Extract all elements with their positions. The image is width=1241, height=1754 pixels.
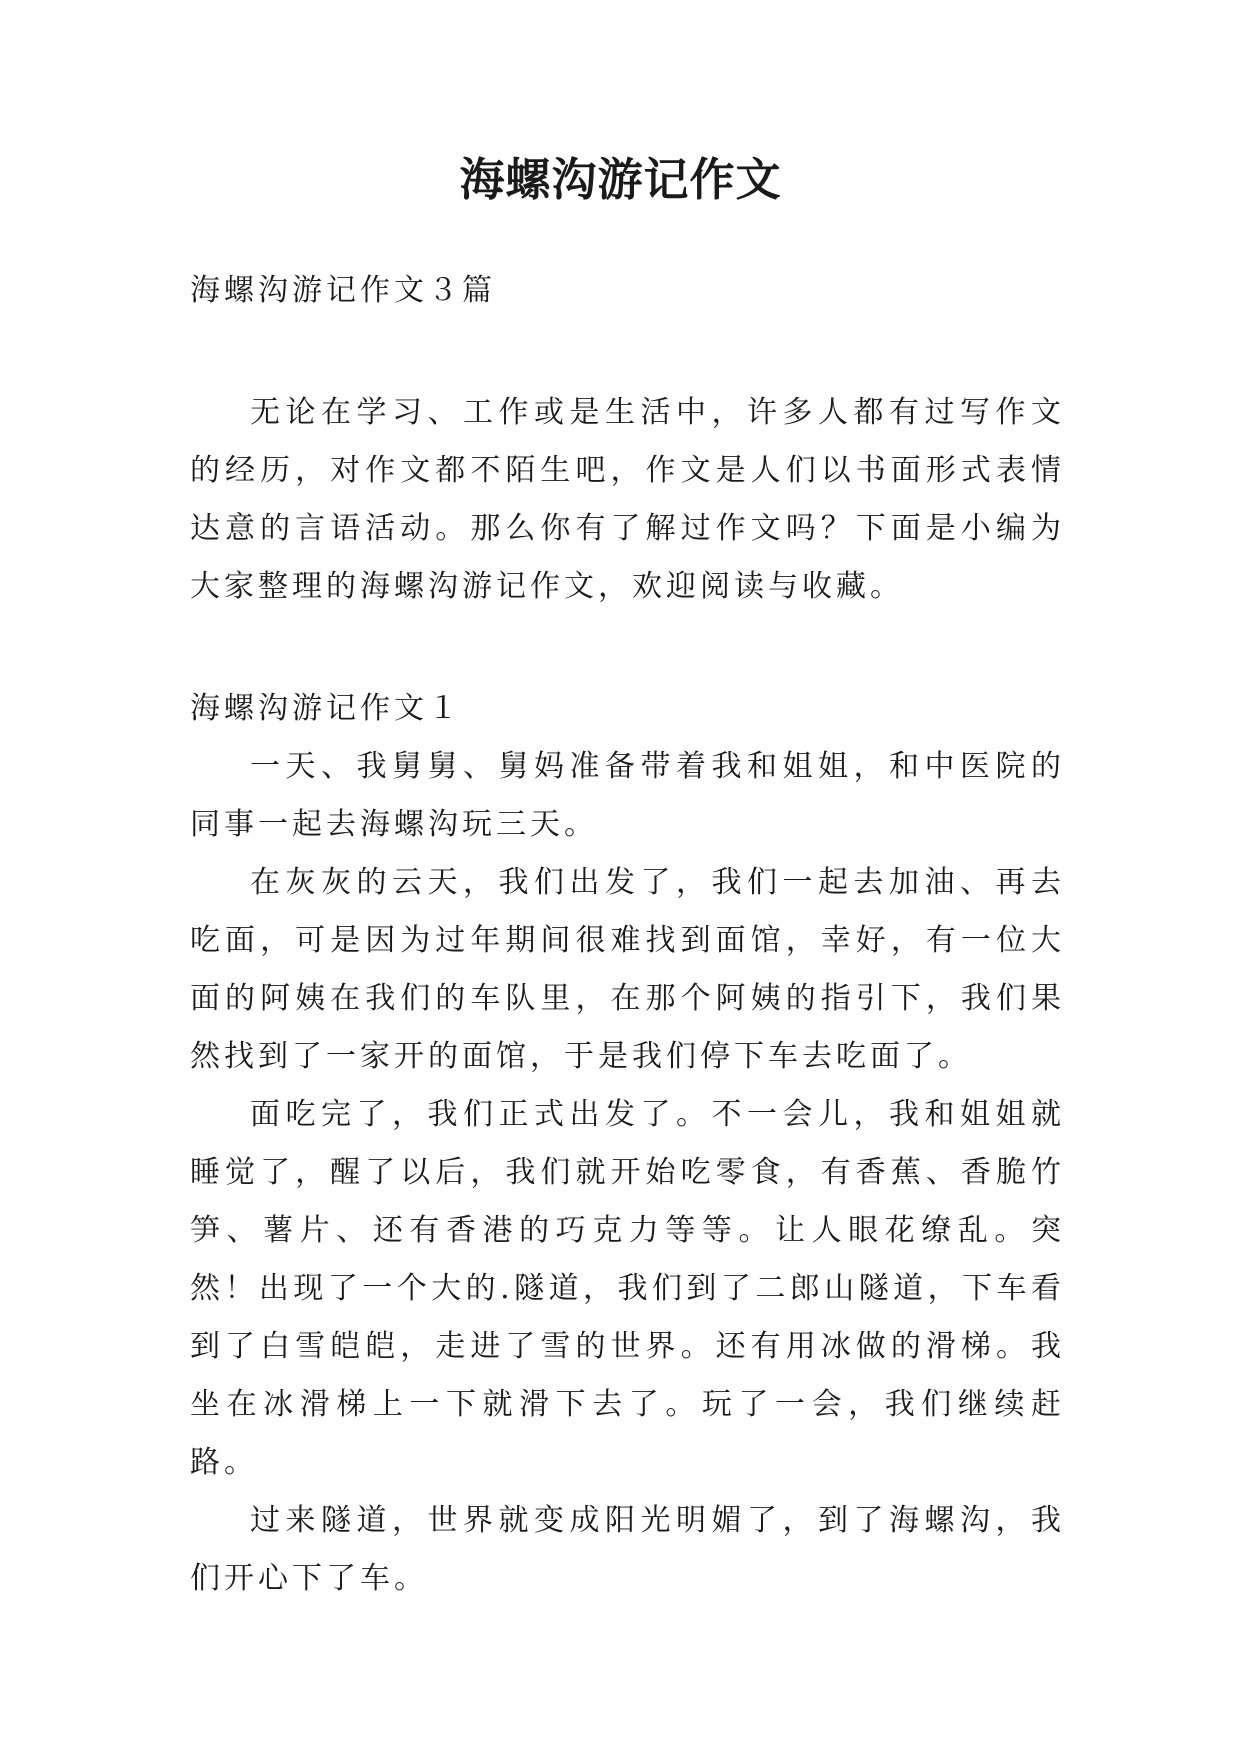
intro-paragraph: 无论在学习、工作或是生活中，许多人都有过写作文的经历，对作文都不陌生吧，作文是人们以书面形式表情达意的言语活动。那么你有了解过作文吗？下面是小编为大家整理的海螺沟游记作文，欢迎阅读与收藏。 [190,395,1065,604]
body-paragraph: 过来隧道，世界就变成阳光明媚了，到了海螺沟，我们开心下了车。 [190,1503,1065,1596]
document-body [190,262,1065,1608]
body-paragraph: 一天、我舅舅、舅妈准备带着我和姐姐，和中医院的同事一起去海螺沟玩三天。 [190,749,1065,842]
body-paragraph: 面吃完了，我们正式出发了。不一会儿，我和姐姐就睡觉了，醒了以后，我们就开始吃零食，有香蕉、香脆竹笋、薯片、还有香港的巧克力等等。让人眼花缭乱。突然！出现了一个大的.隧道，我们到了二郎山隧道，下车看到了白雪皑皑，走进了雪的世界。还有用冰做的滑梯。我坐在冰滑梯上一下就滑下去了。玩了一会，我们继续赶路。 [190,1097,1065,1480]
document-subtitle: 海螺沟游记作文３篇 [190,273,496,308]
section-heading: 海螺沟游记作文１ [190,691,462,726]
body-paragraph: 在灰灰的云天，我们出发了，我们一起去加油、再去吃面，可是因为过年期间很难找到面馆，幸好，有一位大面的阿姨在我们的车队里，在那个阿姨的指引下，我们果然找到了一家开的面馆，于是我们停下车去吃面了。 [190,865,1065,1074]
document-title: 海螺沟游记作文 [459,153,782,206]
